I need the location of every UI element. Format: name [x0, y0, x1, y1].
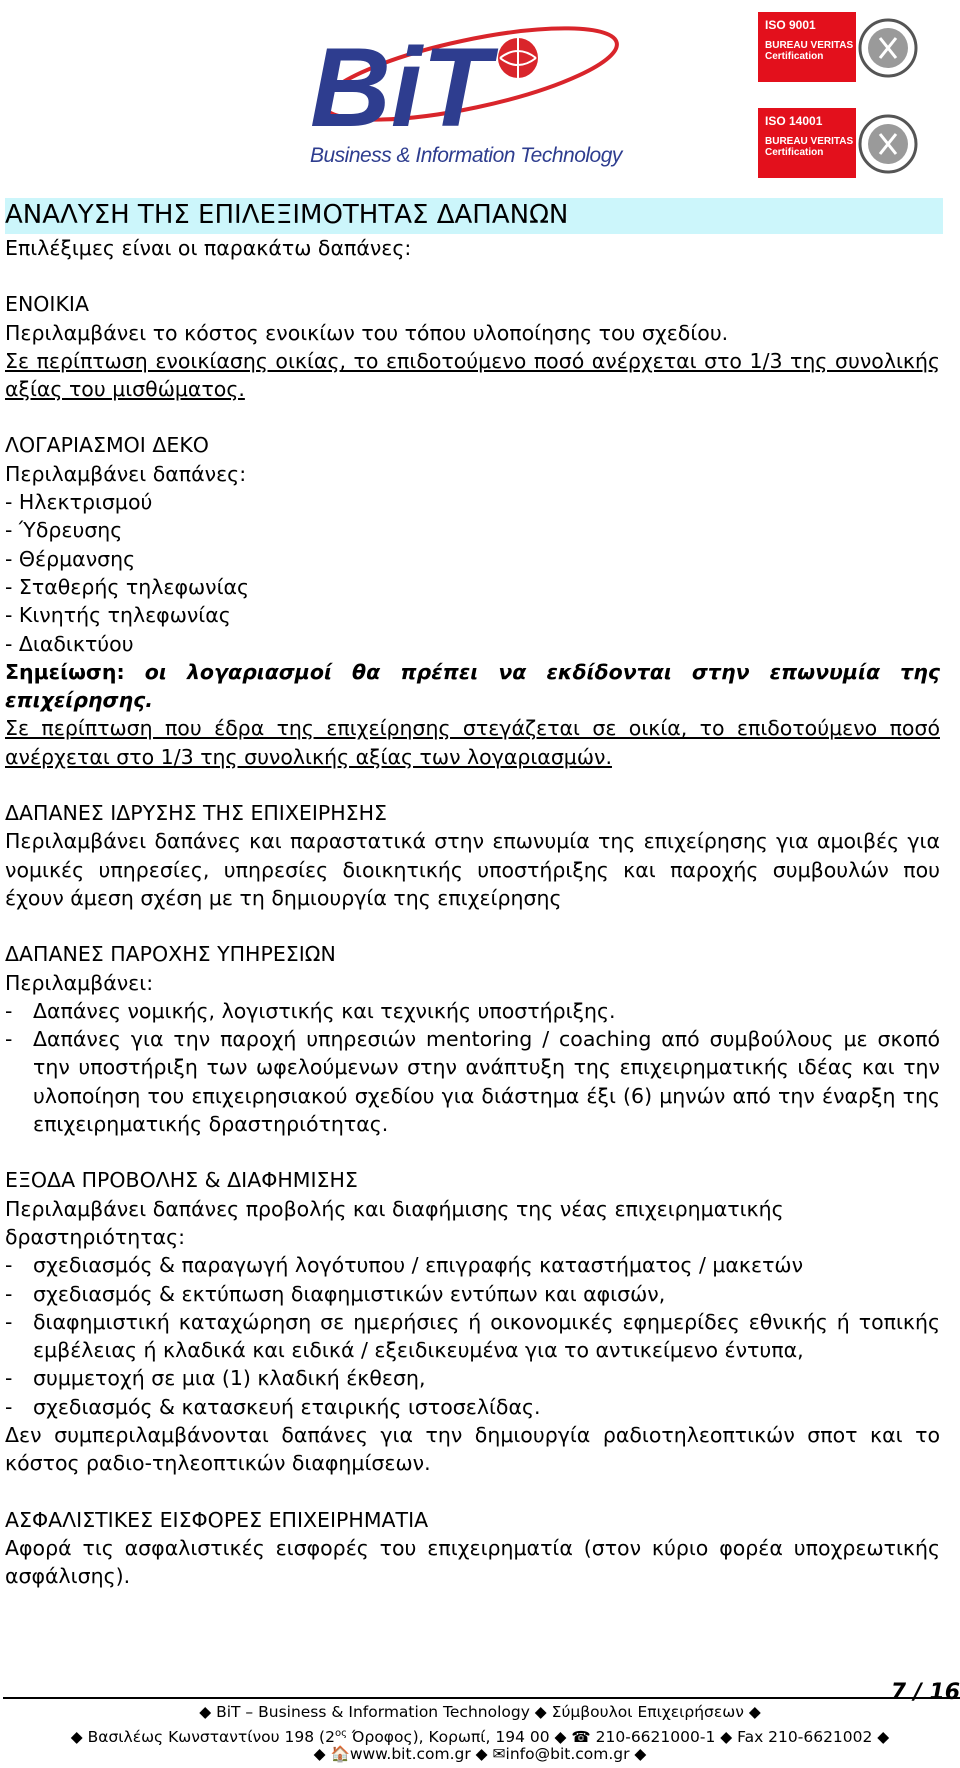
- list-item: - σχεδιασμός & κατασκευή εταιρικής ιστοσελίδας.: [5, 1394, 541, 1419]
- bureau-veritas-seal-icon: [858, 8, 918, 88]
- section-heading-rent: ΕΝΟΙΚΙΑ: [5, 292, 89, 317]
- section-heading-founding: ΔΑΠΑΝΕΣ ΙΔΡΥΣΗΣ ΤΗΣ ΕΠΙΧΕΙΡΗΣΗΣ: [5, 801, 387, 826]
- list-item: - Σταθερής τηλεφωνίας: [5, 574, 250, 599]
- rent-note: Σε περίπτωση ενοικίασης οικίας, το επιδοτούμενο ποσό ανέρχεται στο 1/3 της συνολικής αξίας του μισθώματος.: [5, 348, 940, 402]
- utilities-underlined-note: Σε περίπτωση που έδρα της επιχείρησης στεγάζεται σε οικία, το επιδοτούμενο ποσό ανέρχεται στο 1/3 της συνολικής αξίας των λογαριασμών.: [5, 716, 940, 769]
- section-heading-services: ΔΑΠΑΝΕΣ ΠΑΡΟΧΗΣ ΥΠΗΡΕΣΙΩΝ: [5, 942, 336, 967]
- insurance-text: Αφορά τις ασφαλιστικές εισφορές του επιχειρηματία (στον κύριο φορέα υποχρεωτικής ασφάλισης).: [5, 1535, 940, 1589]
- bureau-veritas-seal-icon: [858, 104, 918, 184]
- iso-14001-certification-badge: ISO 14001 BUREAU VERITAS Certification: [758, 104, 920, 184]
- list-item: - διαφημιστική καταχώρηση σε ημερήσιες ή οικονομικές εφημερίδες εθνικής ή τοπικής εμβέλειας ή κλαδικά και ειδικά / εξειδικευμένα για το αντικείμενο έντυπα,: [5, 1309, 940, 1363]
- utilities-intro: Περιλαμβάνει δαπάνες:: [5, 461, 247, 486]
- list-item: - συμμετοχή σε μια (1) κλαδική έκθεση,: [5, 1366, 426, 1391]
- document-body: [5, 198, 940, 1590]
- list-item: - Ύδρευσης: [5, 518, 123, 543]
- rent-text: Περιλαμβάνει το κόστος ενοικίων του τόπου υλοποίησης του σχεδίου.: [5, 320, 729, 345]
- section-heading-promotion: ΕΞΟΔΑ ΠΡΟΒΟΛΗΣ & ΔΙΑΦΗΜΙΣΗΣ: [5, 1168, 358, 1193]
- founding-text: Περιλαμβάνει δαπάνες και παραστατικά στην επωνυμία της επιχείρησης για αμοιβές για νομικές υπηρεσίες, υπηρεσίες διοικητικής υποστήριξης και παροχής συμβουλών που έχουν άμεση σχέση με τη δημιουργία της επιχείρησης: [5, 829, 940, 910]
- list-item: - Θέρμανσης: [5, 546, 136, 571]
- web-icon: 🏠: [330, 1745, 350, 1763]
- email-link[interactable]: info@bit.com.gr: [505, 1745, 630, 1763]
- page-title: ΑΝΑΛΥΣΗ ΤΗΣ ΕΠΙΛΕΞΙΜΟΤΗΤΑΣ ΔΑΠΑΝΩΝ: [5, 198, 943, 234]
- footer-contact-line: ◆ 🏠www.bit.com.gr ◆ ✉info@bit.com.gr ◆: [313, 1745, 647, 1763]
- list-item: - Διαδικτύου: [5, 631, 134, 656]
- list-item: - Ηλεκτρισμού: [5, 490, 153, 515]
- utilities-note: Σημείωση: οι λογαριασμοί θα πρέπει να εκδίδονται στην επωνυμία της επιχείρησης.: [5, 659, 940, 713]
- list-item: - Δαπάνες για την παροχή υπηρεσιών mentoring / coaching από συμβούλους με σκοπό την υποστήριξη των ωφελούμενων στην ανάπτυξη της επιχειρηματικής ιδέας και την υλοποίηση του επιχειρησιακού σχεδίου για διάστημα έξι (6) μηνών από την έναρξη της επιχειρηματικής δραστηριότητας.: [5, 1027, 940, 1137]
- promotion-outro: Δεν συμπεριλαμβάνονται δαπάνες για την δημιουργία ραδιοτηλεοπτικών σποτ και το κόστος ραδιο-τηλεοπτικών διαφημίσεων.: [5, 1422, 940, 1476]
- website-link[interactable]: www.bit.com.gr: [349, 1745, 471, 1763]
- list-item: - Δαπάνες νομικής, λογιστικής και τεχνικής υποστήριξης.: [5, 998, 616, 1023]
- page-number: 7 / 16: [890, 1680, 960, 1705]
- services-intro: Περιλαμβάνει:: [5, 970, 154, 995]
- promotion-intro: Περιλαμβάνει δαπάνες προβολής και διαφήμισης της νέας επιχειρηματικής δραστηριότητας:: [5, 1196, 784, 1249]
- section-heading-utilities: ΛΟΓΑΡΙΑΣΜΟΙ ΔΕΚΟ: [5, 433, 209, 458]
- company-logo: [300, 14, 640, 184]
- mail-icon: ✉: [492, 1745, 506, 1763]
- list-item: - Κινητής τηλεφωνίας: [5, 603, 231, 628]
- footer-address-line: ◆ Βασιλέως Κωνσταντίνου 198 ($2^{o\varsigma}$ Όροφος), Κορωπί, 194 00 ◆ ☎ 210-6621000-1 ◆ Fax 210-6621002 ◆: [70, 1728, 890, 1747]
- footer-divider: [3, 1697, 960, 1699]
- list-item: - σχεδιασμός & παραγωγή λογότυπου / επιγραφής καταστήματος / μακετών: [5, 1253, 804, 1278]
- iso-9001-certification-badge: ISO 9001 BUREAU VERITAS Certification: [758, 8, 920, 88]
- logo-text: BiT: [310, 25, 491, 144]
- bit-logo-graphic: [300, 14, 640, 144]
- list-item: - σχεδιασμός & εκτύπωση διαφημιστικών εντύπων και αφισών,: [5, 1281, 666, 1306]
- footer-company-line: ◆ BiT – Business & Information Technology ◆ Σύμβουλοι Επιχειρήσεων ◆: [199, 1703, 761, 1721]
- logo-tagline: Business & Information Technology: [310, 144, 622, 167]
- intro-text: Επιλέξιμες είναι οι παρακάτω δαπάνες:: [5, 236, 412, 260]
- section-heading-insurance: ΑΣΦΑΛΙΣΤΙΚΕΣ ΕΙΣΦΟΡΕΣ ΕΠΙΧΕΙΡΗΜΑΤΙΑ: [5, 1507, 429, 1532]
